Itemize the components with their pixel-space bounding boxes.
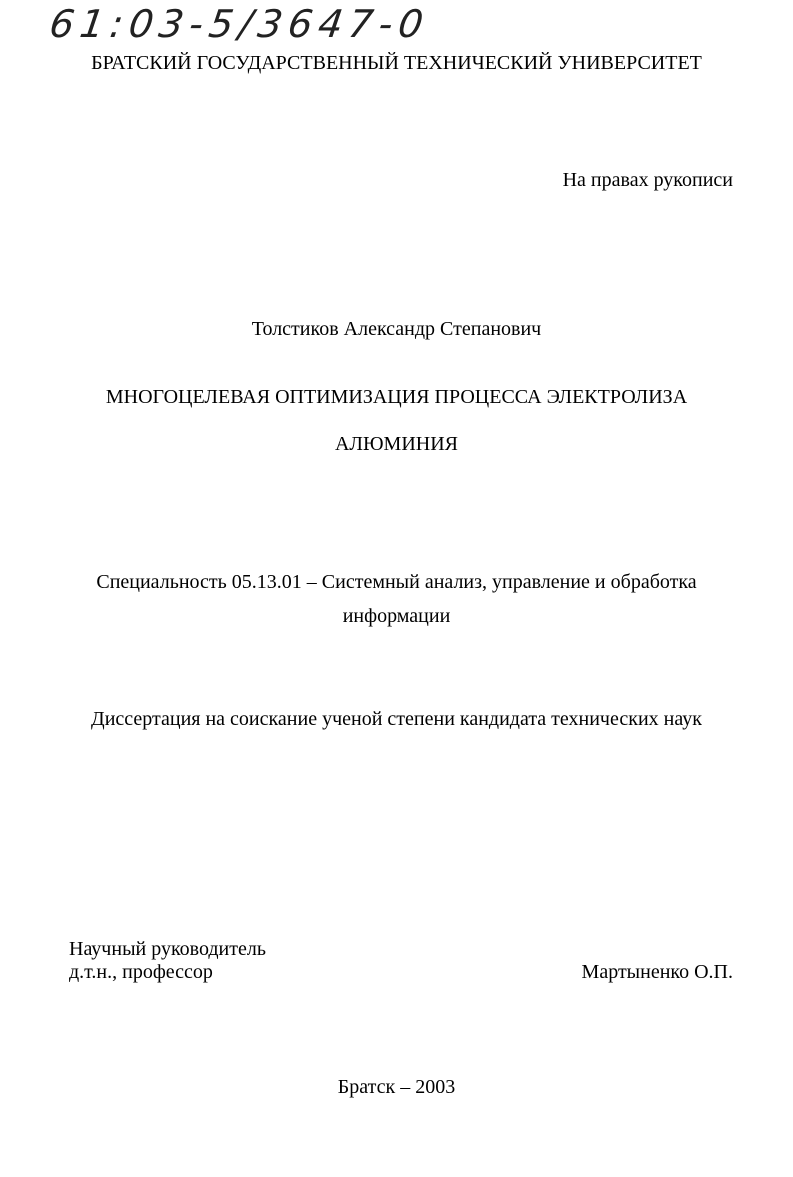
university-name: БРАТСКИЙ ГОСУДАРСТВЕННЫЙ ТЕХНИЧЕСКИЙ УНИВЕРСИТЕТ xyxy=(91,52,702,74)
supervisor-degree: д.т.н., профессор xyxy=(69,961,213,983)
supervisor-label: Научный руководитель xyxy=(69,938,266,960)
title-line-1: МНОГОЦЕЛЕВАЯ ОПТИМИЗАЦИЯ ПРОЦЕССА ЭЛЕКТРОЛИЗА xyxy=(105,386,688,408)
dissertation-statement: Диссертация на соискание ученой степени кандидата технических наук xyxy=(91,708,702,730)
supervisor-name: Мартыненко О.П. xyxy=(581,961,733,983)
city-year: Братск – 2003 xyxy=(337,1076,456,1098)
author-name: Толстиков Александр Степанович xyxy=(251,318,542,340)
manuscript-note: На правах рукописи xyxy=(562,169,733,191)
handwritten-code: 61:03-5/3647-0 xyxy=(46,2,432,46)
specialty-line-2: информации xyxy=(342,605,451,627)
specialty-line-1: Специальность 05.13.01 – Системный анализ, управление и обработка xyxy=(96,571,697,593)
title-line-2: АЛЮМИНИЯ xyxy=(334,433,459,455)
